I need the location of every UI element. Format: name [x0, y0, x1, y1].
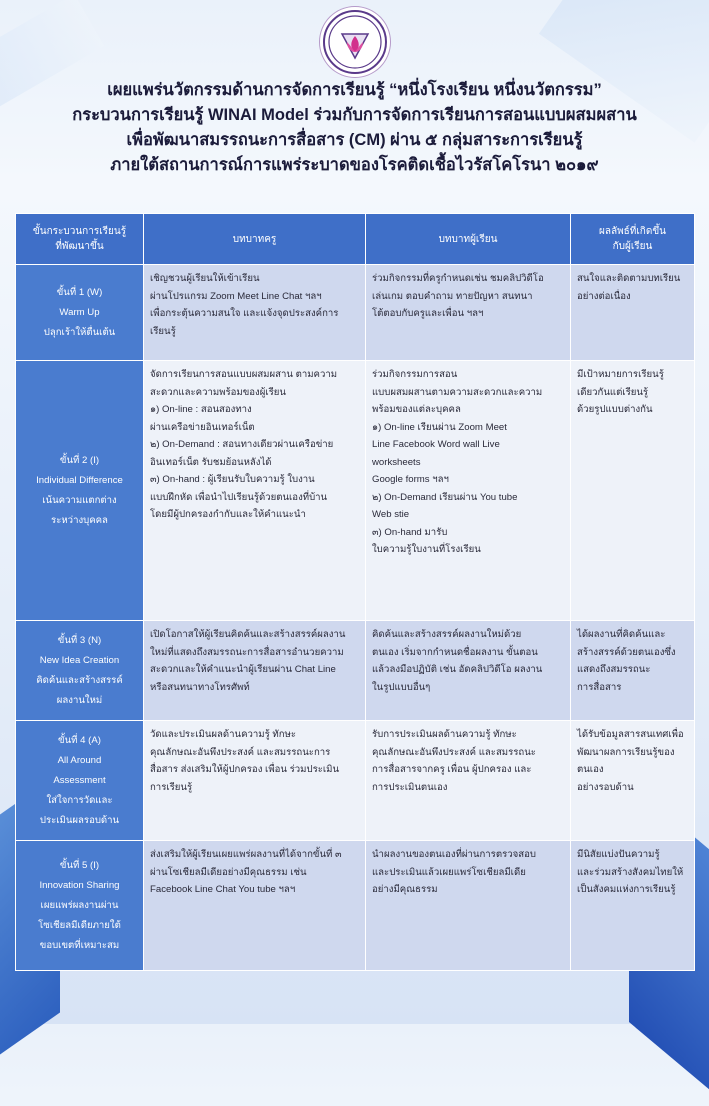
step-line: All Around: [57, 754, 102, 766]
teacher-line: การเรียนรู้: [150, 781, 193, 793]
step-line: ปลุกเร้าให้ตื่นเต้น: [43, 326, 116, 338]
teacher-line: เรียนรู้: [150, 325, 176, 337]
teacher-line: สะดวกและให้คำแนะนำผู้เรียนผ่าน Chat Line: [150, 664, 336, 675]
table-header-row: [16, 214, 695, 265]
outcome-cell: [571, 621, 695, 721]
teacher-line: คุณลักษณะอันพึงประสงค์ และสมรรถนะการ: [150, 746, 331, 758]
student-line: คิดค้นและสร้างสรรค์ผลงานใหม่ด้วย: [372, 629, 522, 640]
student-line: อย่างมีคุณธรรม: [372, 884, 438, 895]
teacher-line: อินเทอร์เน็ต รับชมย้อนหลังได้: [150, 456, 272, 468]
student-line: ๑) On-line เรียนผ่าน Zoom Meet: [372, 421, 507, 433]
student-cell: [366, 721, 571, 841]
student-line: Web stie: [372, 509, 410, 520]
student-line: การประเมินตนเอง: [372, 781, 448, 793]
step-line: Innovation Sharing: [39, 879, 120, 891]
student-line: ร่วมกิจกรรมที่ครูกำหนดเช่น ชมคลิปวิดีโอ: [372, 273, 544, 284]
student-line: Google forms ฯลฯ: [372, 474, 449, 485]
outcome-line: มีเป้าหมายการเรียนรู้: [577, 369, 664, 380]
teacher-cell: [144, 841, 366, 971]
step-line: เน้นความแตกต่าง: [42, 494, 117, 506]
table-row: [16, 361, 695, 621]
step-cell: [16, 265, 144, 361]
outcome-line: และร่วมสร้างสังคมไทยให้: [577, 866, 684, 878]
title-line: กระบวนการเรียนรู้ WINAI Model ร่วมกับการจัดการเรียนการสอนแบบผสมผสาน: [72, 106, 637, 124]
teacher-line: จัดการเรียนการสอนแบบผสมผสาน ตามความ: [150, 369, 338, 380]
step-line: ขั้นที่ 2 (I): [59, 454, 100, 466]
title-line: เผยแพร่นวัตกรรมด้านการจัดการเรียนรู้ “หนึ่งโรงเรียน หนึ่งนวัตกรรม”: [107, 81, 602, 99]
title-line: เพื่อพัฒนาสมรรถนะการสื่อสาร (CM) ผ่าน ๕ กลุ่มสาระการเรียนรู้: [126, 131, 583, 149]
teacher-line: วัดและประเมินผลด้านความรู้ ทักษะ: [150, 729, 297, 740]
teacher-line: เพื่อกระตุ้นความสนใจ และแจ้งจุดประสงค์การ: [150, 308, 339, 319]
student-cell: [366, 361, 571, 621]
teacher-line: สื่อสาร ส่งเสริมให้ผู้ปกครอง เพื่อน ร่วมประเมิน: [150, 764, 340, 775]
step-line: ระหว่างบุคคล: [51, 514, 108, 526]
teacher-line: ใหม่ที่แสดงถึงสมรรถนะการสื่อสารอำนวยความ: [150, 646, 344, 658]
student-line: นำผลงานของตนเองที่ผ่านการตรวจสอบ: [372, 849, 536, 860]
outcome-cell: [571, 721, 695, 841]
teacher-line: ๓) On-hand : ผู้เรียนรับใบความรู้ ใบงาน: [150, 474, 315, 485]
step-cell: [16, 621, 144, 721]
outcome-cell: [571, 841, 695, 971]
teacher-line: ผ่านเครือข่ายอินเทอร์เน็ต: [150, 421, 255, 433]
step-line: Individual Difference: [36, 474, 123, 486]
outcome-line: ด้วยรูปแบบต่างกัน: [577, 404, 653, 415]
title-line: ภายใต้สถานการณ์การแพร่ระบาดของโรคติดเชื้อไวรัสโคโรนา ๒๐๑๙: [110, 156, 599, 174]
school-emblem-icon: [323, 10, 387, 74]
teacher-line: หรือสนทนาทางโทรศัพท์: [150, 681, 250, 693]
outcome-line: การสื่อสาร: [577, 681, 622, 693]
step-line: ผลงานใหม่: [56, 694, 103, 706]
table-row: [16, 621, 695, 721]
table-row: [16, 265, 695, 361]
student-line: พร้อมของแต่ละบุคคล: [372, 404, 461, 415]
student-line: ๓) On-hand มารับ: [372, 526, 448, 538]
teacher-cell: [144, 361, 366, 621]
step-line: New Idea Creation: [39, 654, 120, 666]
teacher-line: เชิญชวนผู้เรียนให้เข้าเรียน: [150, 273, 260, 284]
teacher-line: ๑) On-line : สอนสองทาง: [150, 404, 252, 415]
outcome-line: เดียวกันแต่เรียนรู้: [577, 386, 649, 398]
learning-process-table: [15, 213, 695, 971]
header-teacher-role: บทบาทครู: [144, 214, 366, 265]
header-outcome: ผลลัพธ์ที่เกิดขึ้น กับผู้เรียน: [571, 214, 695, 265]
step-line: คิดค้นและสร้างสรรค์: [36, 674, 123, 686]
student-line: เล่นเกม ตอบคำถาม ทายปัญหา สนทนา: [372, 290, 533, 302]
student-line: คุณลักษณะอันพึงประสงค์ และสมรรถนะ: [372, 746, 536, 758]
student-cell: [366, 265, 571, 361]
outcome-line: สร้างสรรค์ด้วยตนเองซึ่ง: [577, 646, 676, 658]
teacher-line: แบบฝึกหัด เพื่อนำไปเรียนรู้ด้วยตนเองที่บ้าน: [150, 491, 328, 503]
step-cell: [16, 361, 144, 621]
step-line: ประเมินผลรอบด้าน: [39, 814, 120, 826]
step-line: ขั้นที่ 4 (A): [58, 734, 101, 746]
outcome-cell: [571, 361, 695, 621]
step-line: Warm Up: [59, 306, 100, 318]
student-cell: [366, 841, 571, 971]
student-line: ตนเอง เริ่มจากกำหนดชื่อผลงาน ขั้นตอน: [372, 646, 538, 658]
teacher-cell: [144, 265, 366, 361]
step-cell: [16, 721, 144, 841]
student-line: Line Facebook Word wall Live: [372, 439, 500, 450]
outcome-cell: [571, 265, 695, 361]
student-line: การสื่อสารจากครู เพื่อน ผู้ปกครอง และ: [372, 764, 532, 775]
step-line: ใส่ใจการวัดและ: [46, 794, 113, 806]
outcome-line: สนใจและติดตามบทเรียน: [577, 273, 681, 284]
student-line: แล้วลงมือปฏิบัติ เช่น อัดคลิปวิดีโอ ผลงาน: [372, 664, 543, 675]
outcome-line: แสดงถึงสมรรถนะ: [577, 664, 651, 675]
step-line: ขั้นที่ 5 (I): [59, 859, 100, 871]
step-cell: [16, 841, 144, 971]
outcome-line: อย่างต่อเนื่อง: [577, 290, 631, 302]
teacher-line: สะดวกและความพร้อมของผู้เรียน: [150, 386, 286, 398]
outcome-line: เป็นสังคมแห่งการเรียนรู้: [577, 884, 676, 895]
teacher-line: ๒) On-Demand : สอนทางเดียวผ่านเครือข่าย: [150, 439, 334, 450]
step-line: เผยแพร่ผลงานผ่าน: [40, 899, 119, 911]
student-line: และประเมินแล้วเผยแพร่โซเชียลมีเดีย: [372, 866, 526, 878]
table-row: [16, 721, 695, 841]
student-line: ร่วมกิจกรรมการสอน: [372, 369, 458, 380]
student-line: รับการประเมินผลด้านความรู้ ทักษะ: [372, 729, 517, 740]
teacher-line: Facebook Line Chat You tube ฯลฯ: [150, 884, 296, 895]
table-row: [16, 841, 695, 971]
teacher-cell: [144, 621, 366, 721]
header-student-role: บทบาทผู้เรียน: [366, 214, 571, 265]
student-line: แบบผสมผสานตามความสะดวกและความ: [372, 386, 543, 398]
student-line: ใบความรู้ใบงานที่โรงเรียน: [372, 544, 481, 555]
teacher-line: โดยมีผู้ปกครองกำกับและให้คำแนะนำ: [150, 509, 306, 520]
student-line: ในรูปแบบอื่นๆ: [372, 681, 431, 693]
outcome-line: พัฒนาผลการเรียนรู้ของ: [577, 746, 675, 758]
step-line: ขั้นที่ 1 (W): [56, 286, 103, 298]
step-line: ขอบเขตที่เหมาะสม: [39, 939, 120, 951]
teacher-line: ผ่านโซเชียลมีเดียอย่างมีคุณธรรม เช่น: [150, 866, 307, 878]
header-step: ขั้นกระบวนการเรียนรู้ ที่พัฒนาขึ้น: [16, 214, 144, 265]
teacher-line: ผ่านโปรแกรม Zoom Meet Line Chat ฯลฯ: [150, 290, 322, 302]
outcome-line: ตนเอง: [577, 764, 604, 775]
step-line: ขั้นที่ 3 (N): [57, 634, 102, 646]
student-line: worksheets: [372, 456, 421, 468]
teacher-cell: [144, 721, 366, 841]
student-line: ๒) On-Demand เรียนผ่าน You tube: [372, 491, 518, 503]
outcome-line: ได้ผลงานที่คิดค้นและ: [577, 629, 666, 640]
step-line: Assessment: [53, 774, 106, 786]
outcome-line: ได้รับข้อมูลสารสนเทศเพื่อ: [577, 729, 684, 740]
teacher-line: เปิดโอกาสให้ผู้เรียนคิดค้นและสร้างสรรค์ผลงาน: [150, 629, 346, 640]
student-cell: [366, 621, 571, 721]
outcome-line: มีนิสัยแบ่งปันความรู้: [577, 849, 660, 860]
teacher-line: ส่งเสริมให้ผู้เรียนเผยแพร่ผลงานที่ได้จากขั้นที่ ๓: [150, 849, 342, 860]
outcome-line: อย่างรอบด้าน: [577, 781, 634, 793]
student-line: โต้ตอบกับครูและเพื่อน ฯลฯ: [372, 308, 484, 319]
document-title: [0, 78, 709, 178]
step-line: โซเชียลมีเดียภายใต้: [38, 919, 121, 931]
